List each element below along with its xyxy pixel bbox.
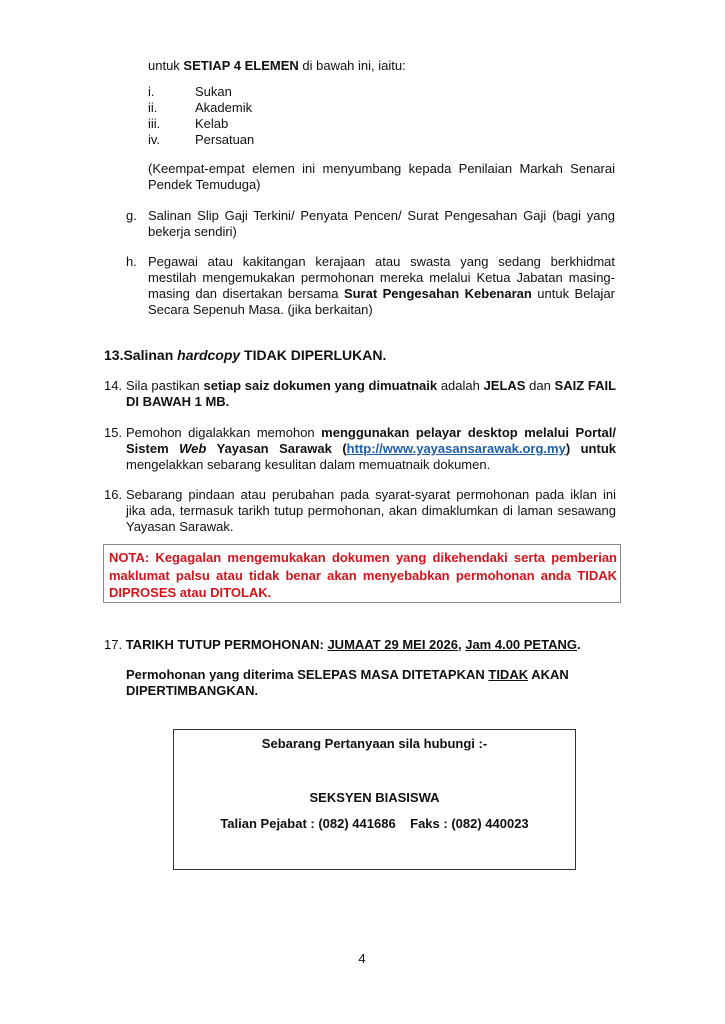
continuation-pre: untuk xyxy=(148,58,184,73)
item-13-post: TIDAK DIPERLUKAN. xyxy=(240,347,387,363)
item-15-text xyxy=(126,425,616,473)
late-notice-underline: TIDAK xyxy=(488,667,529,682)
item-15-b2: Yayasan Sarawak ( xyxy=(206,441,347,456)
item-14-b2: JELAS xyxy=(483,378,526,393)
list-item-number: ii. xyxy=(148,100,158,115)
closing-time: Jam 4.00 PETANG xyxy=(465,637,577,652)
contact-section: SEKSYEN BIASISWA xyxy=(309,790,440,805)
yayasan-website-link[interactable]: http://www.yayasansarawak.org.my xyxy=(346,441,566,456)
element-note: (Keempat-empat elemen ini menyumbang kepada Penilaian Markah Senarai Pendek Temuduga) xyxy=(148,161,615,192)
item-g-letter: g. xyxy=(126,208,137,223)
list-item-number: iii. xyxy=(148,116,161,131)
list-item-label: Sukan xyxy=(195,84,232,99)
item-15-t2: mengelakkan sebarang kesulitan dalam memuatnaik dokumen. xyxy=(126,457,491,472)
item-13-number: 13. xyxy=(104,347,124,363)
continuation-bold: SETIAP 4 ELEMEN xyxy=(183,58,299,73)
continuation-post: di bawah ini, iaitu: xyxy=(298,58,406,73)
late-notice xyxy=(126,667,596,699)
item-15-t1: Pemohon digalakkan memohon xyxy=(126,425,322,440)
nota-text: NOTA: Kegagalan mengemukakan dokumen yang dikehendaki serta pemberian maklumat palsu atau tidak benar akan menyebabkan permohonan anda TIDAK DIPROSES atau DITOLAK. xyxy=(109,550,617,600)
fax-number: Faks : (082) 440023 xyxy=(410,816,529,831)
item-17 xyxy=(104,637,581,653)
contact-numbers xyxy=(173,816,576,832)
item-14-b3: SAIZ FAIL DI BAWAH 1 MB. xyxy=(126,378,617,409)
late-notice-post: AKAN DIPERTIMBANGKAN. xyxy=(126,667,569,698)
late-notice-pre: Permohonan yang diterima SELEPAS MASA DITETAPKAN xyxy=(126,667,489,682)
list-item-number: iv. xyxy=(148,132,161,147)
item-g-text: Salinan Slip Gaji Terkini/ Penyata Pencen/ Surat Pengesahan Gaji (bagi yang bekerja sendiri) xyxy=(148,208,615,239)
item-15-number: 15. xyxy=(104,425,123,440)
contact-heading: Sebarang Pertanyaan sila hubungi :- xyxy=(261,736,488,751)
closing-date-comma: , xyxy=(457,637,466,652)
item-15-web-italic: Web xyxy=(179,441,207,456)
item-13-italic: hardcopy xyxy=(177,347,241,363)
item-16-number: 16. xyxy=(104,487,123,502)
item-13 xyxy=(104,347,386,363)
item-14-t1: Sila pastikan xyxy=(126,378,204,393)
item-13-pre: Salinan xyxy=(123,347,178,363)
item-14-t2: adalah xyxy=(437,378,484,393)
list-item-number: i. xyxy=(148,84,155,99)
item-16-text: Sebarang pindaan atau perubahan pada syarat-syarat permohonan pada iklan ini jika ada, termasuk tarikh tutup permohonan, akan dimaklumkan di laman sesawang Yayasan Sarawak. xyxy=(126,487,616,534)
office-phone: Talian Pejabat : (082) 441686 xyxy=(220,816,396,831)
item-h-pre: Pegawai atau kakitangan kerajaan atau swasta yang sedang berkhidmat mestilah mengemukakan permohonan mereka melalui Ketua Jabatan masing-masing dan disertakan bersama xyxy=(148,254,615,301)
item-14-t3: dan xyxy=(525,378,555,393)
list-item-label: Akademik xyxy=(195,100,253,115)
list-item-label: Persatuan xyxy=(195,132,255,147)
item-14-text xyxy=(126,378,616,410)
item-17-number: 17. xyxy=(104,637,123,652)
list-item-label: Kelab xyxy=(195,116,229,131)
page-number: 4 xyxy=(358,951,366,966)
item-15-b1: menggunakan pelayar desktop melalui Portal/ Sistem xyxy=(126,425,616,456)
item-h-bold: Surat Pengesahan Kebenaran xyxy=(343,286,532,301)
item-h-text xyxy=(148,254,615,318)
closing-date: JUMAAT 29 MEI 2026 xyxy=(327,637,458,652)
item-14-b1: setiap saiz dokumen yang dimuatnaik xyxy=(203,378,438,393)
closing-date-label: TARIKH TUTUP PERMOHONAN: xyxy=(125,637,328,652)
item-h-letter: h. xyxy=(126,254,137,269)
continuation-line xyxy=(148,58,406,74)
item-15-b3: ) untuk xyxy=(565,441,616,456)
closing-date-end: . xyxy=(576,637,581,652)
item-h-post: untuk Belajar Secara Sepenuh Masa. (jika berkaitan) xyxy=(148,286,615,317)
item-14-number: 14. xyxy=(104,378,123,393)
